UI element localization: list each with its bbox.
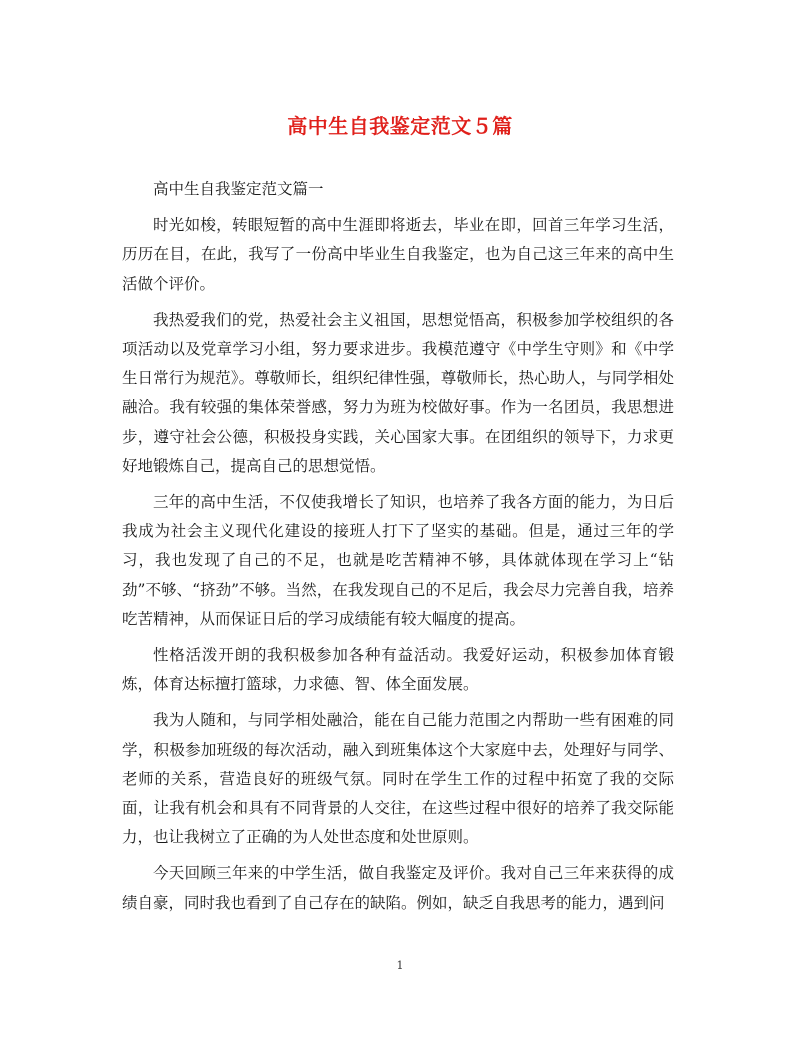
- paragraph: 我为人随和，与同学相处融洽，能在自己能力范围之内帮助一些有困难的同学，积极参加班级的每次活动，融入到班集体这个大家庭中去，处理好与同学、老师的关系，营造良好的班级气氛。同时在学生工作的过程中拓宽了我的交际面，让我有机会和具有不同背景的人交往，在这些过程中很好的培养了我交际能力，也让我树立了正确的为人处世态度和处世原则。: [122, 711, 674, 847]
- page-number: 1: [396, 959, 404, 972]
- paragraph: 三年的高中生活，不仅使我增长了知识，也培养了我各方面的能力，为日后我成为社会主义现代化建设的接班人打下了坚实的基础。但是，通过三年的学习，我也发现了自己的不足，也就是吃苦精神不够，具体就体现在学习上“钻劲”不够、“挤劲”不够。当然，在我发现自己的不足后，我会尽力完善自我，培养吃苦精神，从而保证日后的学习成绩能有较大幅度的提高。: [122, 493, 674, 628]
- document-body: [122, 175, 674, 925]
- paragraph: 性格活泼开朗的我积极参加各种有益活动。我爱好运动，积极参加体育锻炼，体育达标擅打篮球，力求德、智、体全面发展。: [122, 646, 674, 694]
- paragraph: 我热爱我们的党，热爱社会主义祖国，思想觉悟高，积极参加学校组织的各项活动以及党章学习小组，努力要求进步。我模范遵守《中学生守则》和《中学生日常行为规范》。尊敬师长，组织纪律性强，尊敬师长，热心助人，与同学相处融洽。我有较强的集体荣誉感，努力为班为校做好事。作为一名团员，我思想进步，遵守社会公德，积极投身实践，关心国家大事。在团组织的领导下，力求更好地锻炼自己，提高自己的思想觉悟。: [122, 310, 674, 475]
- paragraph: 今天回顾三年来的中学生活，做自我鉴定及评价。我对自己三年来获得的成绩自豪，同时我也看到了自己存在的缺陷。例如，缺乏自我思考的能力，遇到问: [122, 864, 674, 912]
- document-title: 高中生自我鉴定范文５篇: [287, 114, 513, 138]
- paragraph: 时光如梭，转眼短暂的高中生涯即将逝去，毕业在即，回首三年学习生活，历历在目，在此，我写了一份高中毕业生自我鉴定，也为自己这三年来的高中生活做个评价。: [122, 216, 674, 293]
- section-heading: 高中生自我鉴定范文篇一: [153, 180, 324, 198]
